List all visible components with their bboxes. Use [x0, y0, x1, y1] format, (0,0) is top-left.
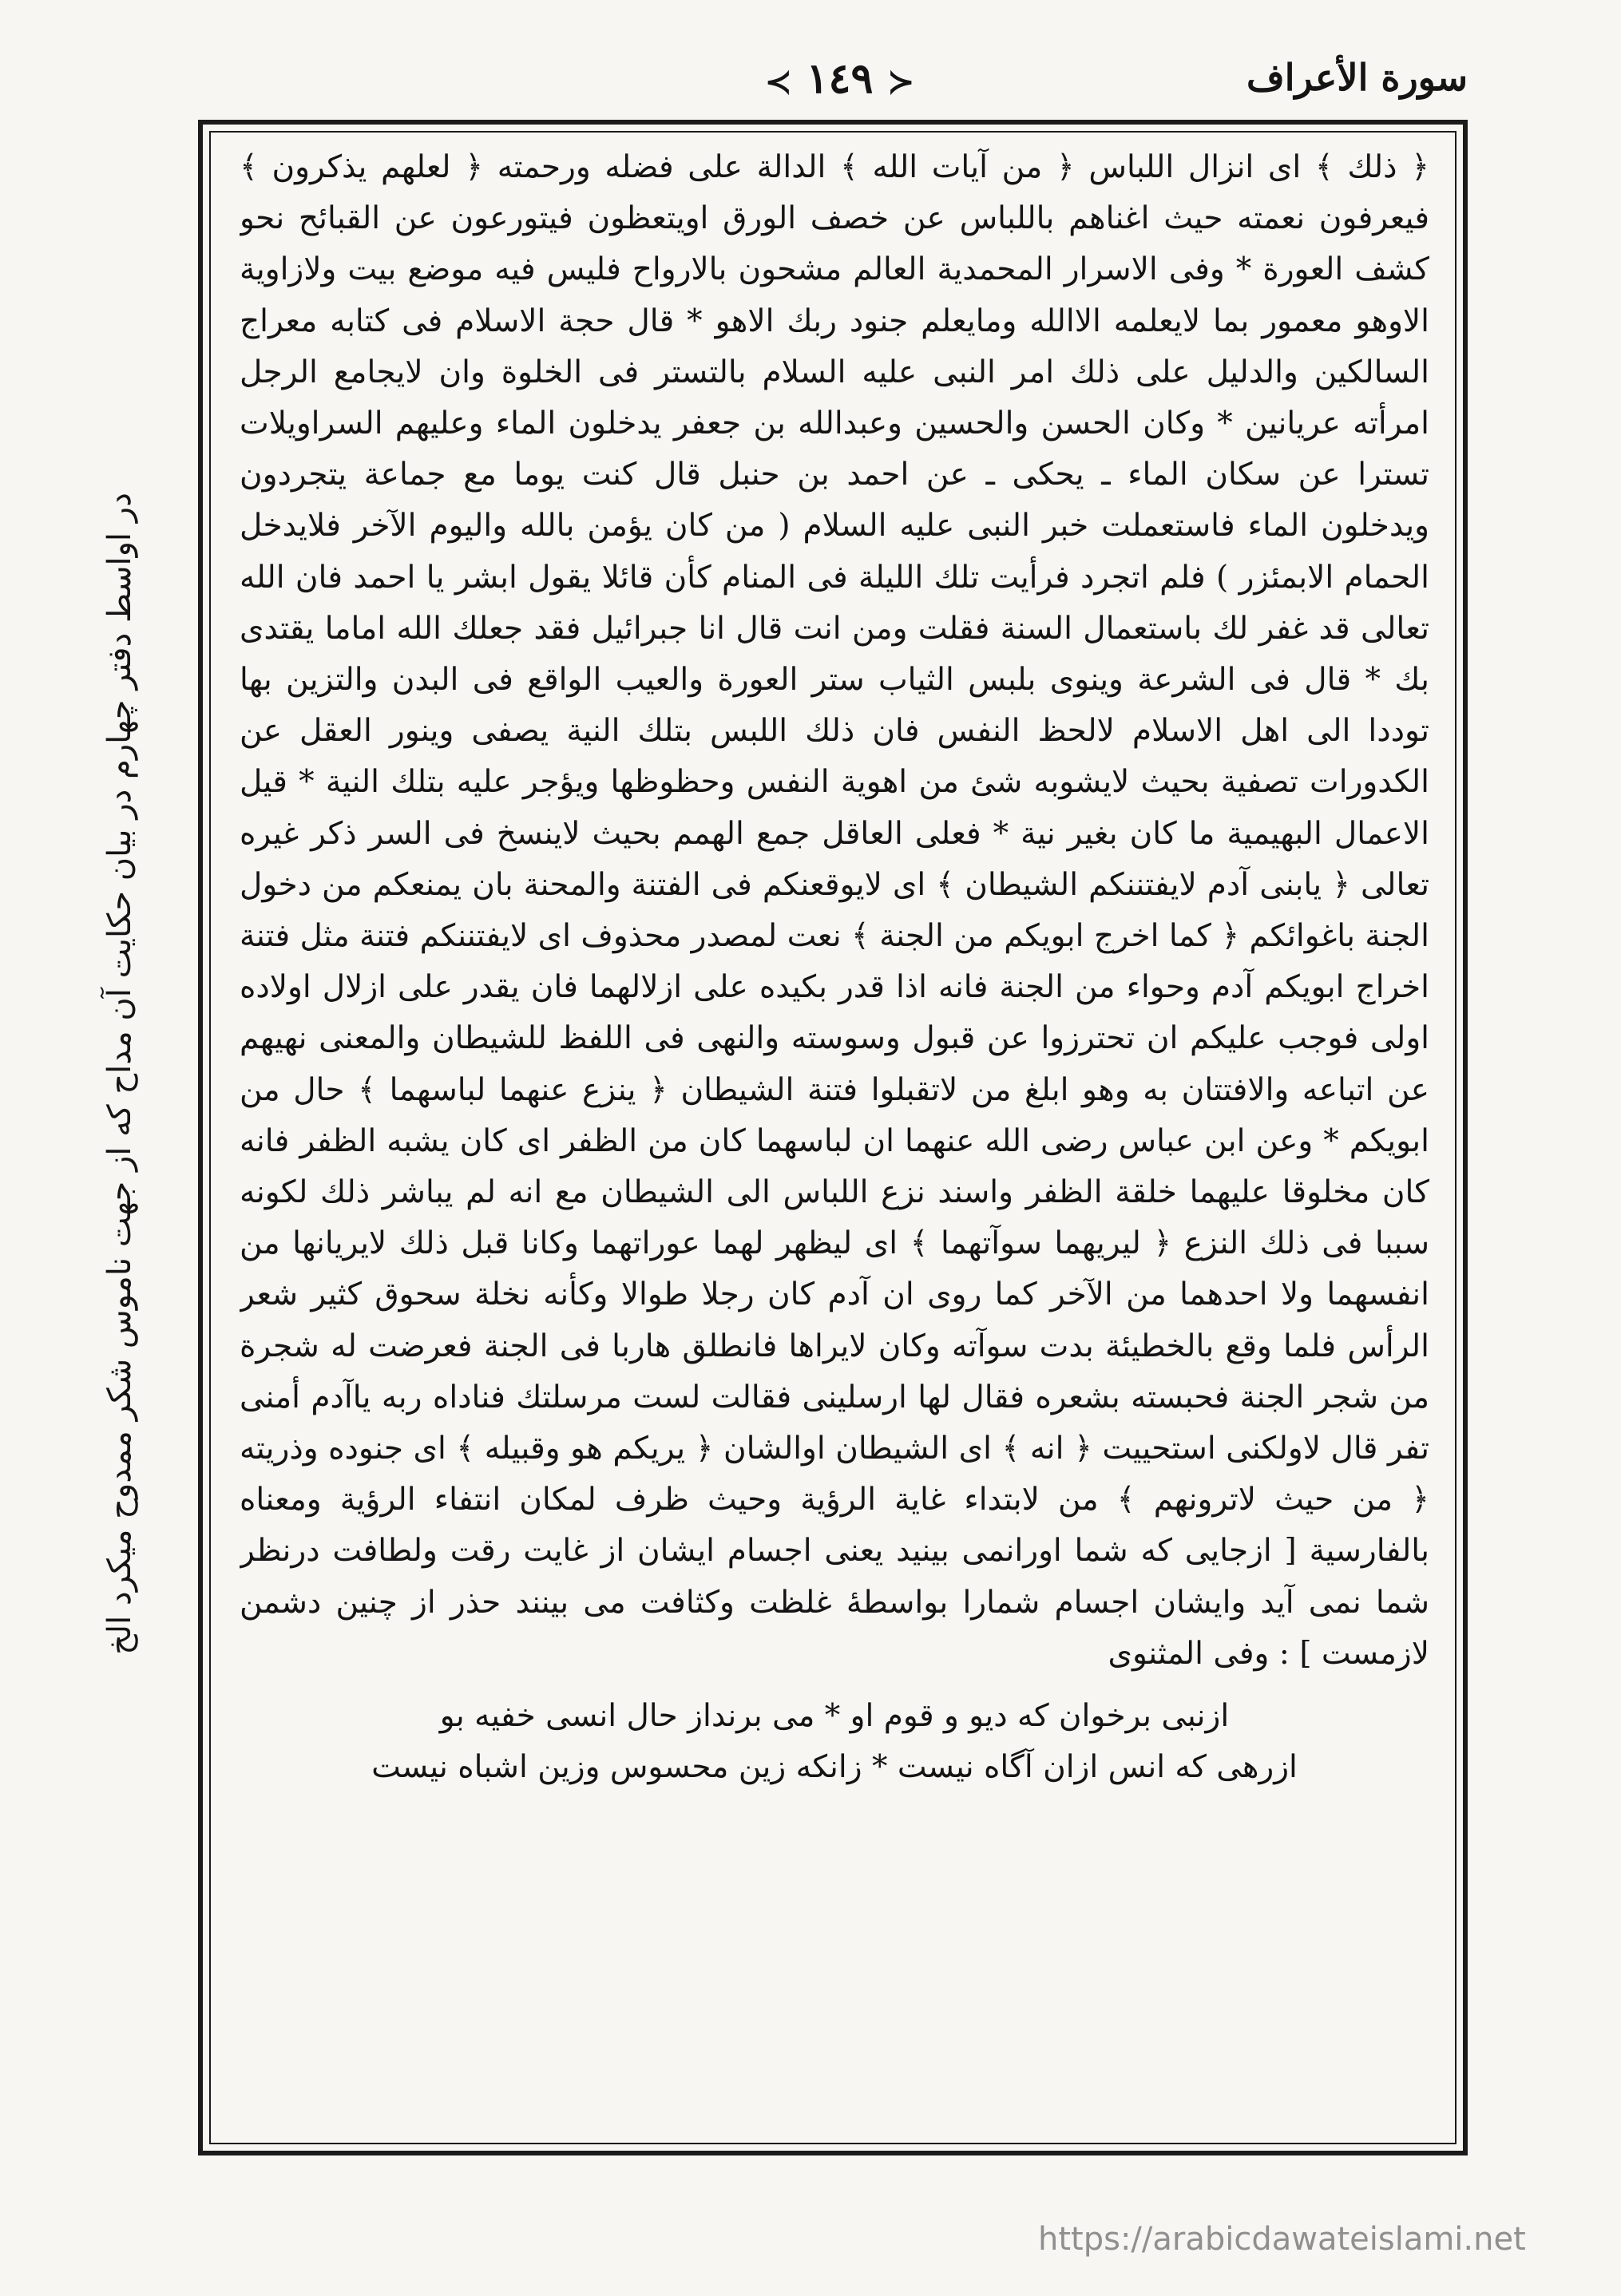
surah-title: سورة الأعراف — [1246, 56, 1468, 99]
ornament-left-icon: ≻ — [765, 63, 792, 101]
ornament-right-icon: ≺ — [887, 63, 915, 101]
commentary-paragraph: ﴿ ذلك ﴾ اى انزال اللباس ﴿ من آيات الله ﴾ الدالة على فضله ورحمته ﴿ لعلهم يذكرون ﴾ فيعرفون نعمته حيث اغناهم باللباس عن خصف الورق اويتعظون فيتورعون عن القبائح نحو كشف العورة * وفى الاسرار المحمدية العالم مشحون بالارواح فليس فيه موضع بيت ولازاوية الاوهو معمور بما لايعلمه الاالله ومايعلم جنود ربك الاهو * قال حجة الاسلام فى كتابه معراج السالكين والدليل على ذلك امر النبى عليه السلام بالتستر فى الخلوة وان لايجامع الرجل امرأته عريانين * وكان الحسن والحسين وعبدالله بن جعفر يدخلون الماء وعليهم السراويلات تسترا عن سكان الماء ـ يحكى ـ عن احمد بن حنبل قال كنت يوما مع جماعة يتجردون ويدخلون الماء فاستعملت خبر النبى عليه السلام ( من كان يؤمن بالله واليوم الآخر فلايدخل الحمام الابمئزر ) فلم اتجرد فرأيت تلك الليلة فى المنام كأن قائلا يقول ابشر يا احمد فان الله تعالى قد غفر لك باستعمال السنة فقلت ومن انت قال انا جبرائيل فقد جعلك الله اماما يقتدى بك * قال فى الشرعة وينوى بلبس الثياب ستر العورة والعيب الواقع فى البدن والتزين بها توددا الى اهل الاسلام لالحظ النفس فان ذلك اللبس بتلك النية يصفى وينور العقل عن الكدورات تصفية بحيث لايشوبه شئ من اهوية النفس وحظوظها ويؤجر عليه بتلك النية * قيل الاعمال البهيمية ما كان بغير نية * فعلى العاقل جمع الهمم بحيث لاينسخ فى السر ذكر غيره تعالى ﴿ يابنى آدم لايفتننكم الشيطان ﴾ اى لايوقعنكم فى الفتنة والمحنة بان يمنعكم من دخول الجنة باغوائكم ﴿ كما اخرج ابويكم من الجنة ﴾ نعت لمصدر محذوف اى لايفتننكم فتنة مثل فتنة اخراج ابويكم آدم وحواء من الجنة فانه اذا قدر بكيده على ازلالهما فان يقدر على ازلال اولاده اولى فوجب عليكم ان تحترزوا عن قبول وسوسته والنهى فى اللفظ للشيطان والمعنى نهيهم عن اتباعه والافتتان به وهو ابلغ من لاتقبلوا فتنة الشيطان ﴿ ينزع عنهما لباسهما ﴾ حال من ابويكم * وعن ابن عباس رضى الله عنهما ان لباسهما كان من الظفر اى كان يشبه الظفر فانه كان مخلوقا عليهما خلقة الظفر واسند نزع اللباس الى الشيطان مع انه لم يباشر ذلك لكونه سببا فى ذلك النزع ﴿ ليريهما سوآتهما ﴾ اى ليظهر لهما عوراتهما وكانا قبل ذلك لايريانها من انفسهما ولا احدهما من الآخر كما روى ان آدم كان رجلا طوالا وكأنه نخلة سحوق كثير شعر الرأس فلما وقع بالخطيئة بدت سوآته وكان لايراها فانطلق هاربا فى الجنة فعرضت له شجرة من شجر الجنة فحبسته بشعره فقال لها ارسلينى فقالت لست مرسلتك فناداه ربه ياآدم أمنى تفر قال لاولكنى استحييت ﴿ انه ﴾ اى الشيطان اوالشان ﴿ يريكم هو وقبيله ﴾ اى جنوده وذريته ﴿ من حيث لاترونهم ﴾ من لابتداء غاية الرؤية وحيث ظرف لمكان انتفاء الرؤية ومعناه بالفارسية [ ازجايى كه شما اورانمى بينيد يعنى اجسام ايشان از غايت رقت ولطافت درنظر شما نمى آيد وايشان اجسام شمارا بواسطهٔ غلظت وكثافت مى بينند حذر از چنين دشمن لازمست ] : وفى المثنوى — [240, 149, 1429, 1672]
page-number-group — [765, 54, 914, 103]
main-text-block — [240, 142, 1429, 2122]
masnavi-verses — [240, 1691, 1429, 1793]
page-header — [198, 48, 1468, 120]
verse-line: ازرهى كه انس ازان آگاه نيست * زانكه زين محسوس وزين اشباه نيست — [371, 1749, 1298, 1786]
page-number: ١٤٩ — [806, 54, 874, 103]
source-watermark: https://arabicdawateislami.net — [1038, 2221, 1526, 2258]
margin-note: در اواسط دفتر چهارم در بيان حكايت آن مداح كه از جهت ناموس شكر ممدوح ميكرد الخ — [101, 493, 138, 1655]
verse-line: ازنبى برخوان كه ديو و قوم او * مى برنداز حال انسى خفيه بو — [439, 1698, 1230, 1735]
